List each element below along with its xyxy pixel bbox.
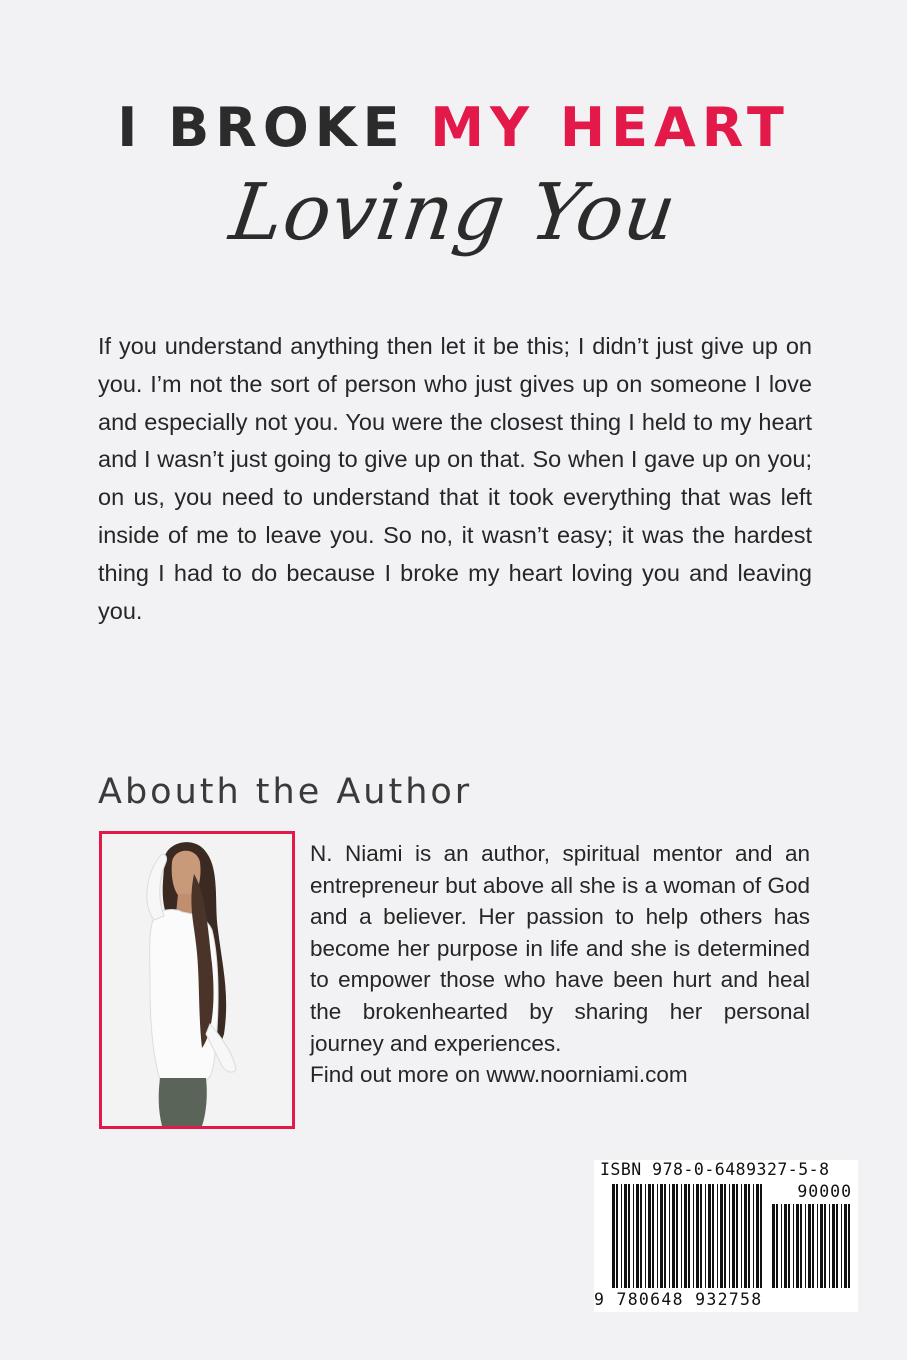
barcode-bar [829, 1204, 830, 1288]
barcode-bar [652, 1184, 654, 1288]
barcode-bar [664, 1184, 666, 1288]
author-photo [99, 831, 295, 1129]
barcode-bar [645, 1184, 646, 1288]
barcode-bar [800, 1204, 802, 1288]
isbn-barcode-box [594, 1160, 858, 1312]
barcode-bar [817, 1204, 818, 1288]
barcode-bar [841, 1204, 842, 1288]
barcode-bar [684, 1184, 687, 1288]
barcode-bar [753, 1184, 754, 1288]
barcode-bar [805, 1204, 806, 1288]
barcode-bar [729, 1184, 730, 1288]
barcode-bar [744, 1184, 747, 1288]
barcode-bar [633, 1184, 634, 1288]
barcode-bar [812, 1204, 814, 1288]
barcode-bar [848, 1204, 850, 1288]
barcode-bar [717, 1184, 718, 1288]
barcode-bar [681, 1184, 682, 1288]
author-portrait-illustration [102, 834, 292, 1126]
barcode-bar [832, 1204, 835, 1288]
barcode-bar [660, 1184, 663, 1288]
barcode-bar [672, 1184, 675, 1288]
barcode-bar [720, 1184, 723, 1288]
isbn-number: ISBN 978-0-6489327-5-8 [600, 1160, 830, 1179]
barcode-bar [640, 1184, 642, 1288]
barcode-bar [708, 1184, 711, 1288]
title-part-1: I BROKE [117, 96, 431, 159]
barcode-bar [669, 1184, 670, 1288]
barcode-bar [724, 1184, 726, 1288]
barcode-bar [621, 1184, 622, 1288]
ean-number: 9 780648 932758 [594, 1290, 763, 1309]
price-code: 90000 [797, 1182, 852, 1201]
barcode-bar [796, 1204, 799, 1288]
barcode-bar [748, 1184, 750, 1288]
barcode-bar [772, 1204, 775, 1288]
barcode-bar [657, 1184, 658, 1288]
barcode-bar [824, 1204, 826, 1288]
barcode-bar [636, 1184, 639, 1288]
barcode-bar [628, 1184, 630, 1288]
barcode-bar [700, 1184, 702, 1288]
barcode-bar [793, 1204, 794, 1288]
barcode-bar [844, 1204, 847, 1288]
barcode-bar [705, 1184, 706, 1288]
author-bio [310, 838, 810, 1091]
barcode-bar [820, 1204, 823, 1288]
barcode-bar [808, 1204, 811, 1288]
barcode-bar [612, 1184, 615, 1288]
book-title [0, 96, 907, 159]
barcode-bar [696, 1184, 699, 1288]
book-subtitle: Loving You [224, 168, 683, 258]
barcode-bar [836, 1204, 838, 1288]
about-author-heading: Abouth the Author [98, 772, 473, 812]
barcode-bar [676, 1184, 678, 1288]
barcode-bar [693, 1184, 694, 1288]
barcode-bar [616, 1184, 618, 1288]
author-website-line: Find out more on www.noorniami.com [310, 1062, 688, 1088]
barcode-bar [688, 1184, 690, 1288]
barcode-bar [624, 1184, 627, 1288]
barcode-bar [712, 1184, 714, 1288]
back-cover-blurb: If you understand anything then let it be this; I didn’t just give up on you. I’m not the sort of person who just gives up on someone I love and especially not you. You were the closest thing I held to my heart and I wasn’t just going to give up on that. So when I gave up on you; on us, you need to understand that it took everything that was left inside of me to leave you. So no, it wasn’t easy; it was the hardest thing I had to do because I broke my heart loving you and leaving you. [98, 333, 812, 624]
author-bio-text: N. Niami is an author, spiritual mentor and an entrepreneur but above all she is a woman of God and a believer. Her passion to help others has become her purpose in life and she is determined to empower those who have been hurt and heal the brokenhearted by sharing her personal journey and experiences. [310, 841, 810, 1056]
barcode-bar [736, 1184, 738, 1288]
barcode-bar [648, 1184, 651, 1288]
barcode-bar [788, 1204, 790, 1288]
barcode-bar [760, 1184, 762, 1288]
barcode-bar [732, 1184, 735, 1288]
barcode-bar [776, 1204, 778, 1288]
barcode-bar [741, 1184, 742, 1288]
title-part-2: MY HEART [430, 96, 790, 159]
barcode-bar [784, 1204, 787, 1288]
barcode-bar [781, 1204, 782, 1288]
barcode-bar [756, 1184, 759, 1288]
